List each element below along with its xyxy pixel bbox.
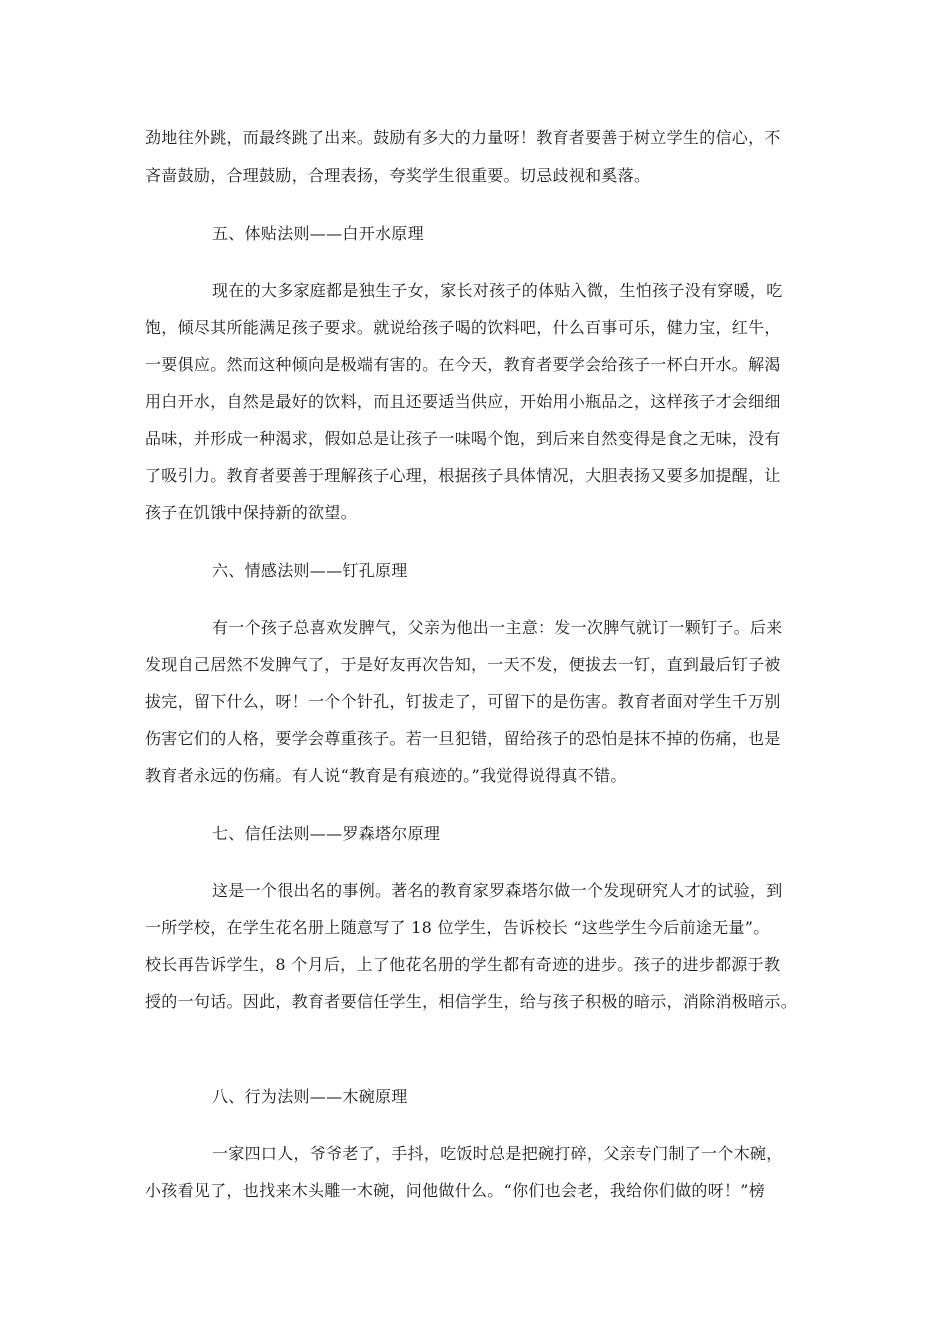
section-heading-8: 八、行为法则——木碗原理 — [212, 1087, 408, 1106]
paragraph-line: 一所学校，在学生花名册上随意写了 18 位学生，告诉校长 “这些学生今后前途无量”。 — [145, 918, 770, 937]
paragraph-line: 孩子在饥饿中保持新的欲望。 — [145, 503, 357, 522]
paragraph-line: 品味，并形成一种渴求，假如总是让孩子一味喝个饱，到后来自然变得是食之无味，没有 — [145, 429, 781, 448]
paragraph-line: 现在的大多家庭都是独生子女，家长对孩子的体贴入微，生怕孩子没有穿暖，吃 — [212, 281, 783, 300]
paragraph-line: 饱，倾尽其所能满足孩子要求。就说给孩子喝的饮料吧，什么百事可乐，健力宝，红牛， — [145, 318, 781, 337]
paragraph-line: 拔完，留下什么，呀！一个个针孔，钉拔走了，可留下的是伤害。教育者面对学生千万别 — [145, 692, 781, 711]
paragraph-line: 发现自己居然不发脾气了，于是好友再次告知，一天不发，便拔去一钉，直到最后钉子被 — [145, 655, 781, 674]
paragraph-line: 教育者永远的伤痛。有人说“教育是有痕迹的。”我觉得说得真不错。 — [145, 766, 627, 785]
paragraph-line: 了吸引力。教育者要善于理解孩子心理，根据孩子具体情况，大胆表扬又要多加提醒，让 — [145, 466, 781, 485]
paragraph-line: 授的一句话。因此，教育者要信任学生，相信学生，给与孩子积极的暗示，消除消极暗示。 — [145, 992, 798, 1011]
section-heading-7: 七、信任法则——罗森塔尔原理 — [212, 824, 441, 843]
paragraph-line: 这是一个很出名的事例。著名的教育家罗森塔尔做一个发现研究人才的试验，到 — [212, 881, 783, 900]
paragraph-line: 吝啬鼓励，合理鼓励，合理表扬，夸奖学生很重要。切忌歧视和奚落。 — [145, 166, 651, 185]
section-heading-6: 六、情感法则——钉孔原理 — [212, 561, 408, 580]
paragraph-line: 一家四口人，爷爷老了，手抖，吃饭时总是把碗打碎，父亲专门制了一个木碗， — [212, 1144, 783, 1163]
section-heading-5: 五、体贴法则——白开水原理 — [212, 224, 424, 243]
paragraph-line: 劲地往外跳，而最终跳了出来。鼓励有多大的力量呀！教育者要善于树立学生的信心，不 — [145, 128, 781, 147]
paragraph-line: 一要俱应。然而这种倾向是极端有害的。在今天，教育者要学会给孩子一杯白开水。解渴 — [145, 355, 781, 374]
paragraph-line: 用白开水，自然是最好的饮料，而且还要适当供应，开始用小瓶品之，这样孩子才会细细 — [145, 392, 781, 411]
paragraph-line: 校长再告诉学生，8 个月后，上了他花名册的学生都有奇迹的进步。孩子的进步都源于教 — [145, 955, 781, 974]
paragraph-line: 有一个孩子总喜欢发脾气，父亲为他出一主意：发一次脾气就订一颗钉子。后来 — [212, 618, 783, 637]
paragraph-line: 小孩看见了，也找来木头雕一木碗，问他做什么。“你们也会老，我给你们做的呀！”榜 — [145, 1181, 766, 1200]
paragraph-line: 伤害它们的人格，要学会尊重孩子。若一旦犯错，留给孩子的恐怕是抹不掉的伤痛，也是 — [145, 729, 781, 748]
